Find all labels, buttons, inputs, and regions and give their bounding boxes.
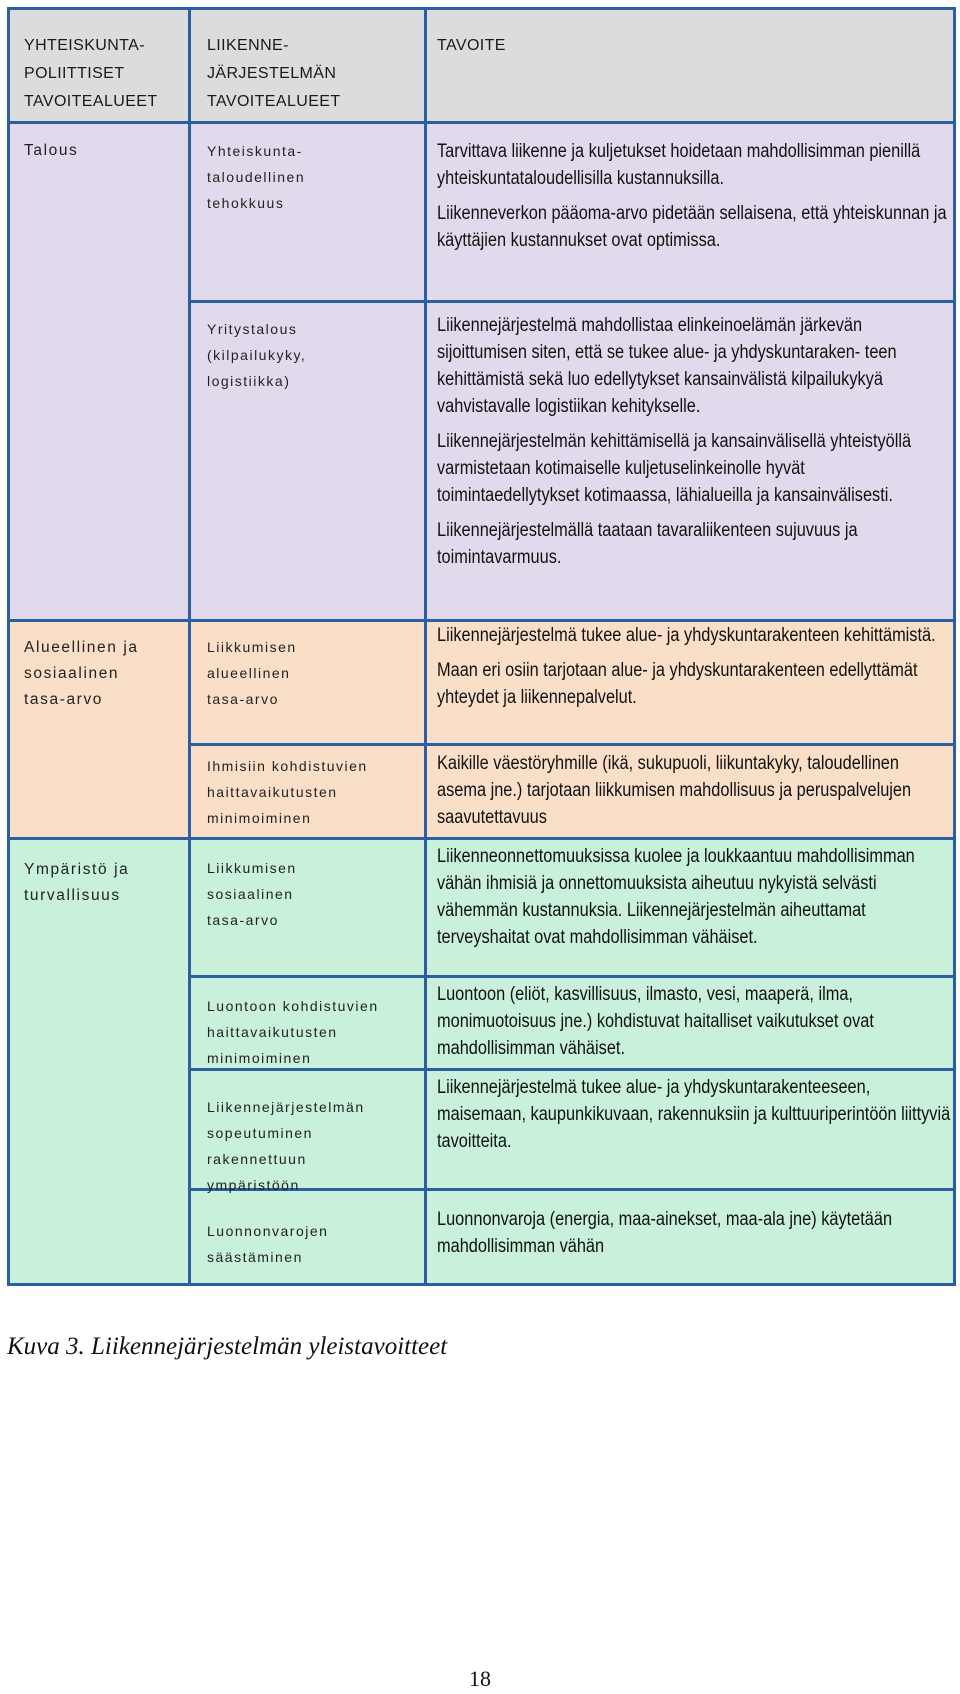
figure-caption: Kuva 3. Liikennejärjestelmän yleistavoitteet <box>7 1333 448 1360</box>
row-divider-b3 <box>191 975 953 978</box>
subarea-yritystalous: Yritystalous (kilpailukyky, logistiikka) <box>207 321 307 389</box>
page-number: 18 <box>469 1666 491 1691</box>
goals-table <box>7 7 956 1286</box>
goal-cell-alueellinen <box>437 622 951 719</box>
goal-text: Liikennejärjestelmällä taataan tavaraliikenteen sujuvuus ja toimintavarmuus. <box>437 520 858 568</box>
goal-text: Liikennejärjestelmän kehittämisellä ja kansainvälisellä yhteistyöllä varmistetaan kotimaiselle kuljetuselinkeinolle hyvät toimintaedellytykset kotimaassa, lähialueilla ja kansainvälisesti. <box>437 431 912 506</box>
goal-text: Kaikille väestöryhmille (ikä, sukupuoli, liikuntakyky, taloudellinen asema jne.) tarjotaan liikkumisen mahdollisuus ja peruspalvelujen saavutettavuus <box>437 753 912 828</box>
subarea-sopeutuminen: Liikennejärjestelmän sopeutuminen rakennettuun ympäristöön <box>207 1099 365 1193</box>
row-divider-header <box>10 121 953 124</box>
row-divider-b1 <box>191 300 953 303</box>
header-col1: YHTEISKUNTA- POLIITTISET TAVOITEALUEET <box>24 37 158 110</box>
goal-text: Liikenneverkon pääoma-arvo pidetään sellaisena, että yhteiskunnan ja käyttäjien kustannukset ovat optimissa. <box>437 203 947 251</box>
area-tasaarvo: Alueellinen ja sosiaalinen tasa-arvo <box>24 639 139 708</box>
goal-text: Liikennejärjestelmä mahdollistaa elinkeinoelämän järkevän sijoittumisen siten, että se tukee alue- ja yhdyskuntaraken- teen kehittämistä sekä luo edellytykset kansainvälistä kilpailukykyä vahvistavalle logistiikan kehitykselle. <box>437 315 897 417</box>
goal-cell-luonnonvarat <box>437 1206 951 1268</box>
goal-cell-sopeutuminen <box>437 1074 951 1163</box>
goal-cell-yritystalous <box>437 312 951 579</box>
goal-cell-ihmisiin <box>437 750 951 839</box>
goal-text: Tarvittava liikenne ja kuljetukset hoidetaan mahdollisimman pienillä yhteiskuntataloudellisilla kustannuksilla. <box>437 141 921 189</box>
subarea-tehokkuus: Yhteiskunta- taloudellinen tehokkuus <box>207 143 306 211</box>
goal-cell-sosiaalinen <box>437 843 951 959</box>
goal-text: Maan eri osiin tarjotaan alue- ja yhdyskuntarakenteen edellyttämät yhteydet ja liikennepalvelut. <box>437 660 918 708</box>
header-col3: TAVOITE <box>437 37 506 54</box>
goal-cell-tehokkuus <box>437 138 951 262</box>
subarea-luontoon: Luontoon kohdistuvien haittavaikutusten minimoiminen <box>207 998 379 1066</box>
goal-text: Luontoon (eliöt, kasvillisuus, ilmasto, vesi, maaperä, ilma, monimuotoisuus jne.) kohdistuvat haitalliset vaikutukset ovat mahdollisimman vähäiset. <box>437 984 874 1059</box>
area-ymparisto: Ympäristö ja turvallisuus <box>24 861 130 904</box>
area-talous: Talous <box>24 142 79 159</box>
subarea-luonnonvarat: Luonnonvarojen säästäminen <box>207 1223 329 1265</box>
subarea-ihmisiin: Ihmisiin kohdistuvien haittavaikutusten minimoiminen <box>207 758 368 826</box>
goal-text: Liikennejärjestelmä tukee alue- ja yhdyskuntarakenteeseen, maisemaan, kaupunkikuvaan, rakennuksiin ja kulttuuriperintöön liittyviä tavoitteita. <box>437 1077 951 1152</box>
row-divider-b2 <box>191 743 953 746</box>
goal-cell-luontoon <box>437 981 951 1070</box>
subarea-alueellinen: Liikkumisen alueellinen tasa-arvo <box>207 639 297 707</box>
goal-text: Luonnonvaroja (energia, maa-ainekset, maa-ala jne) käytetään mahdollisimman vähän <box>437 1209 893 1257</box>
subarea-sosiaalinen: Liikkumisen sosiaalinen tasa-arvo <box>207 860 297 928</box>
goal-text: Liikenneonnettomuuksissa kuolee ja loukkaantuu mahdollisimman vähän ihmisiä ja onnettomuuksista aiheutuu nykyistä selvästi vähemmän kustannuksia. Liikennejärjestelmän aiheuttamat terveyshaitat ovat mahdollisimman vähäiset. <box>437 846 915 948</box>
header-col2: LIIKENNE- JÄRJESTELMÄN TAVOITEALUEET <box>207 37 341 110</box>
goal-text: Liikennejärjestelmä tukee alue- ja yhdyskuntarakenteen kehittämistä. <box>437 625 936 646</box>
